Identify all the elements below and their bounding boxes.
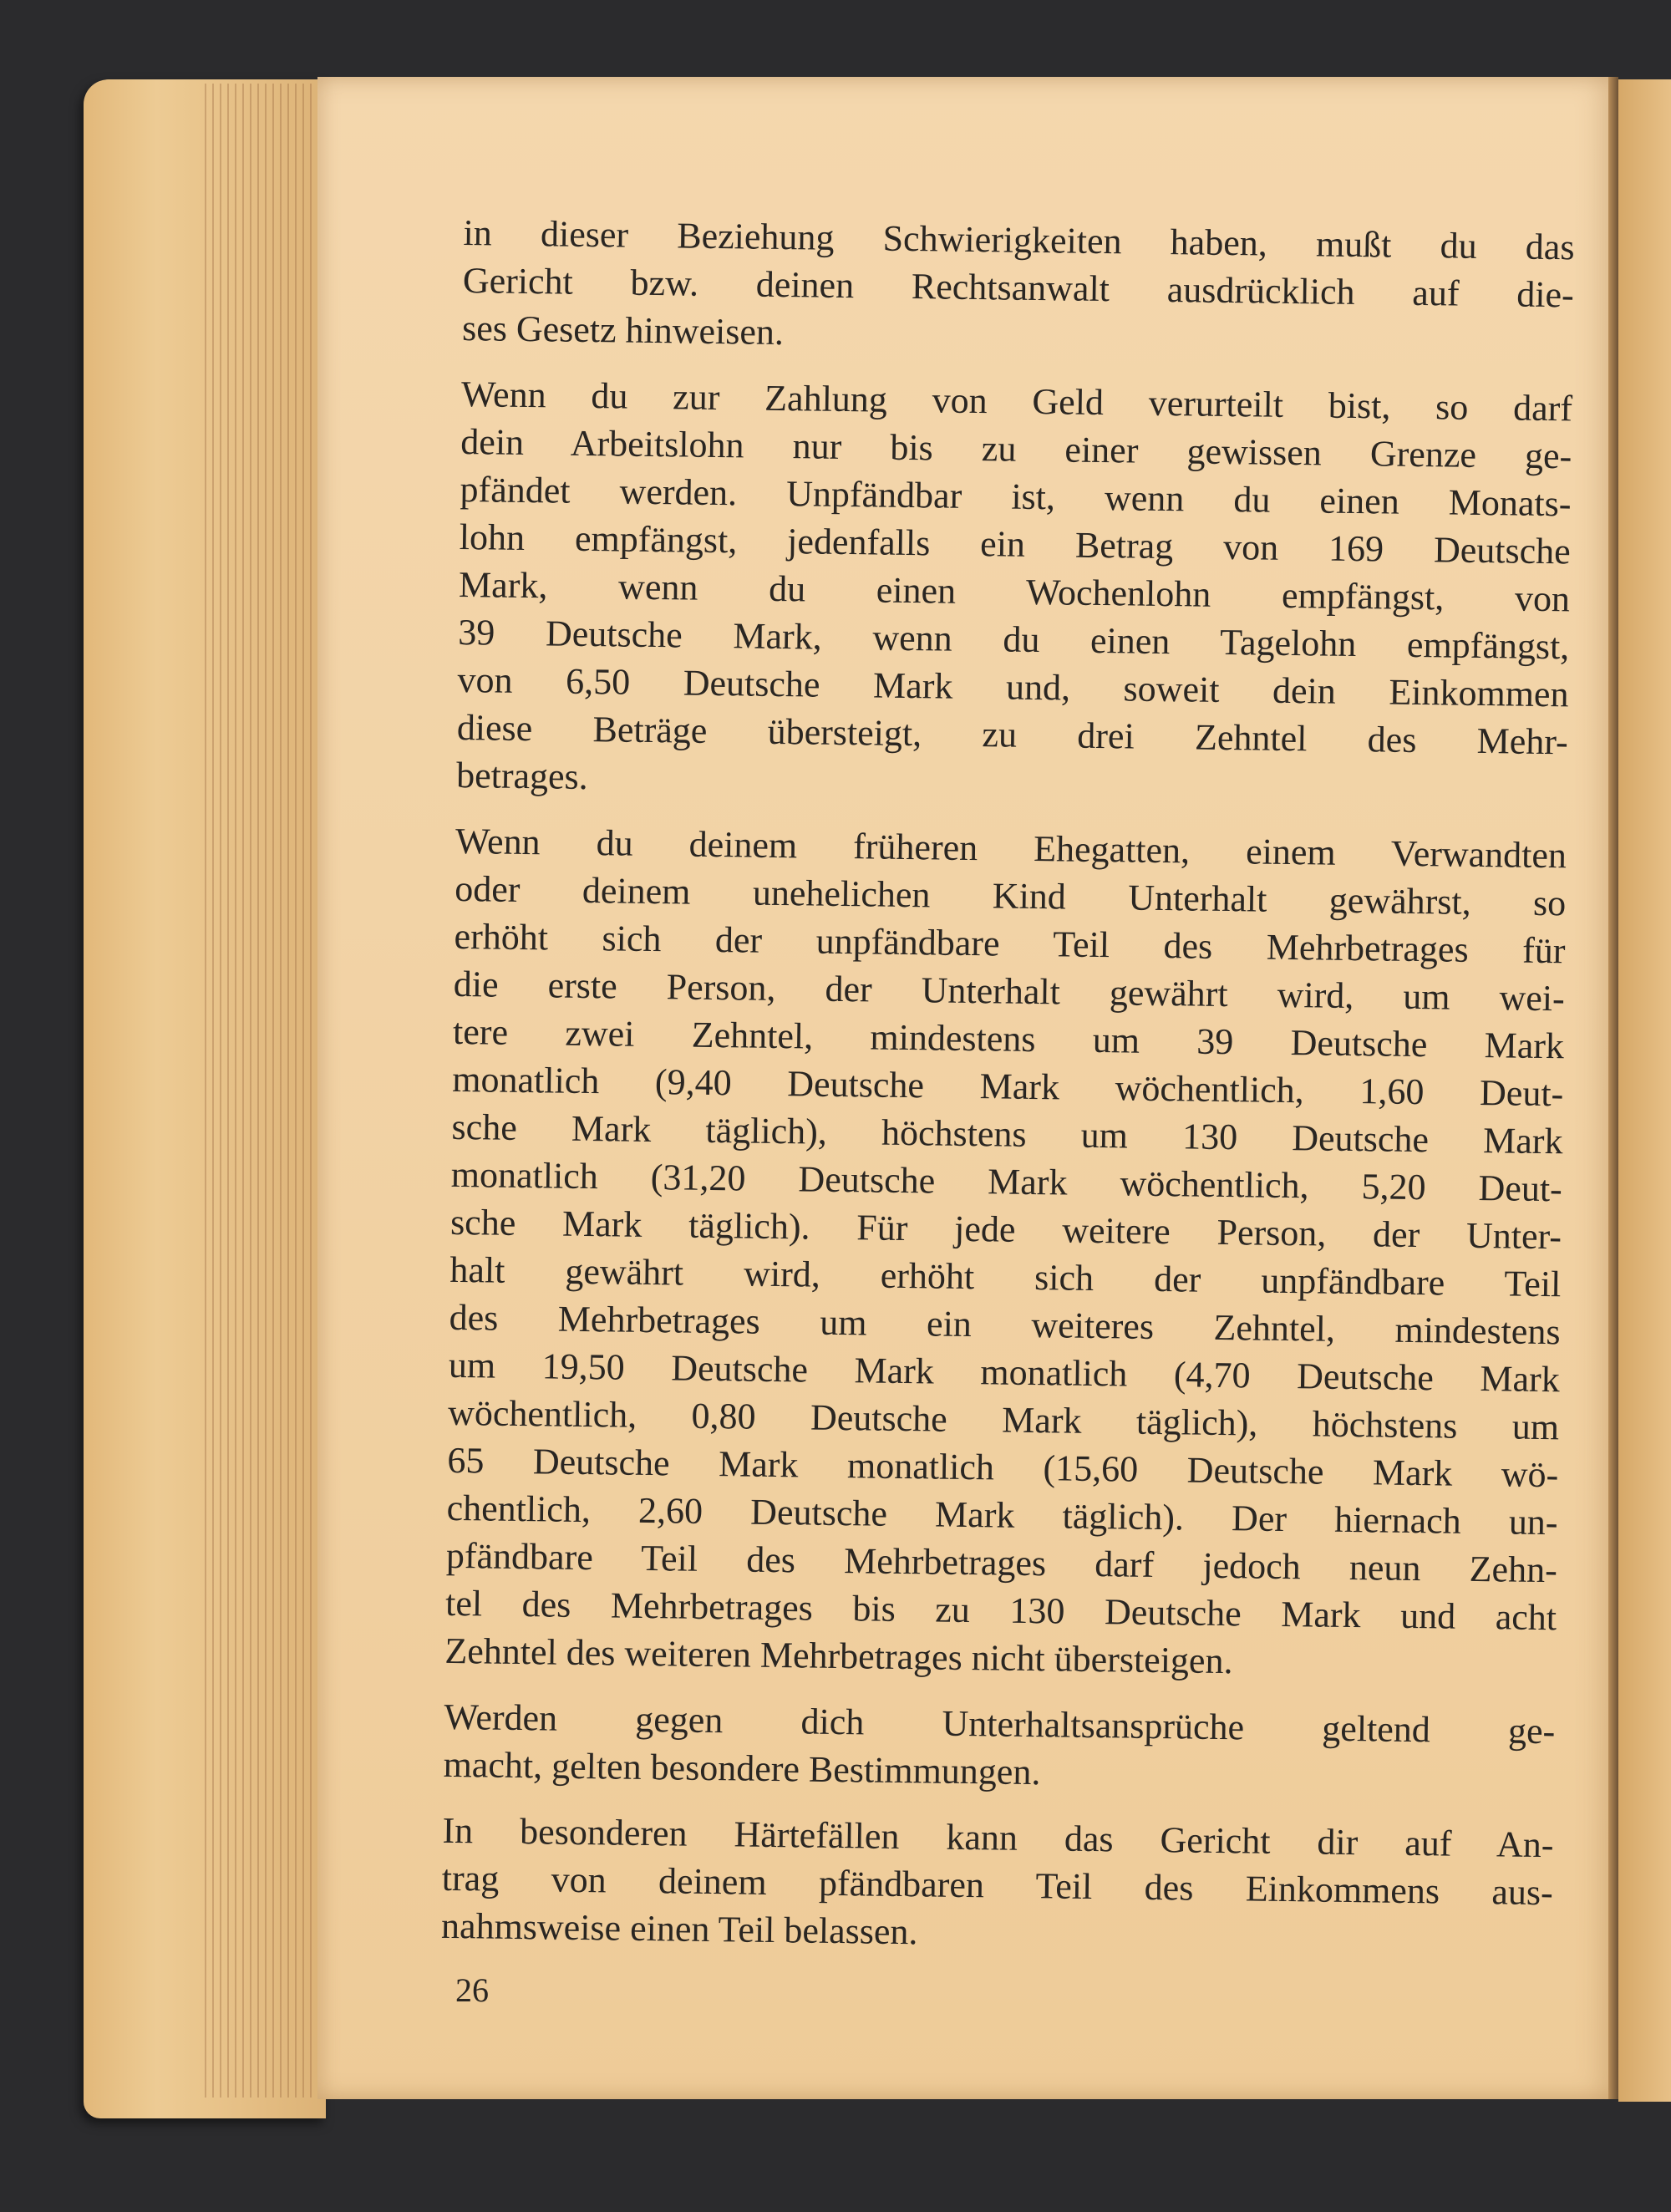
text-line: diese Beträge übersteigt, zu drei Zehntel des Mehr-: [456, 706, 1569, 763]
paragraph: [443, 1693, 1555, 1803]
text-line: Mark, wenn du einen Wochenlohn empfängst, von: [458, 563, 1571, 620]
text-line: Wenn du deinem früheren Ehegatten, einem Verwandten: [455, 820, 1567, 877]
text-line: Zehntel des weiteren Mehrbetrages nicht übersteigen.: [444, 1630, 1233, 1682]
text-line: Wenn du zur Zahlung von Geld verurteilt bist, so darf: [460, 373, 1573, 430]
text-line: lohn empfängst, jedenfalls ein Betrag von 169 Deutsche: [459, 516, 1572, 572]
text-line: trag von deinem pfändbaren Teil des Einkommens aus-: [441, 1857, 1554, 1914]
text-line: betrages.: [455, 754, 589, 798]
text-line: des Mehrbetrages um ein weiteres Zehntel, mindestens: [449, 1296, 1561, 1353]
text-line: monatlich (9,40 Deutsche Mark wöchentlich, 1,60 Deut-: [452, 1058, 1564, 1115]
text-line: pfändet werden. Unpfändbar ist, wenn du einen Monats-: [460, 468, 1572, 525]
facing-page-edge: [1618, 79, 1671, 2102]
text-line: Gericht bzw. deinen Rechtsanwalt ausdrücklich auf die-: [462, 259, 1575, 316]
page-number: 26: [455, 1971, 489, 2009]
text-line: um 19,50 Deutsche Mark monatlich (4,70 Deutsche Mark: [448, 1344, 1561, 1401]
text-line: ses Gesetz hinweisen.: [461, 307, 785, 353]
text-line: pfändbare Teil des Mehrbetrages darf jedoch neun Zehn-: [445, 1534, 1558, 1591]
text-line: monatlich (31,20 Deutsche Mark wöchentlich, 5,20 Deut-: [450, 1153, 1563, 1210]
text-line: tel des Mehrbetrages bis zu 130 Deutsche Mark und acht: [444, 1582, 1557, 1639]
text-line: in dieser Beziehung Schwierigkeiten haben, mußt du das: [463, 211, 1575, 268]
text-line: sche Mark täglich). Für jede weitere Person, der Unter-: [449, 1201, 1562, 1258]
page-stack-lines: [205, 84, 322, 2098]
text-line: 65 Deutsche Mark monatlich (15,60 Deutsche Mark wö-: [447, 1439, 1559, 1496]
text-line: Werden gegen dich Unterhaltsansprüche geltend ge-: [444, 1696, 1556, 1752]
text-line: In besonderen Härtefällen kann das Gericht dir auf An-: [442, 1809, 1554, 1866]
text-line: macht, gelten besondere Bestimmungen.: [443, 1743, 1041, 1793]
text-line: erhöht sich der unpfändbare Teil des Mehrbetrages für: [454, 915, 1566, 972]
text-line: 39 Deutsche Mark, wenn du einen Tagelohn empfängst,: [458, 611, 1570, 668]
text-line: oder deinem unehelichen Kind Unterhalt gewährst, so: [455, 867, 1567, 924]
page-text: [440, 209, 1574, 1982]
text-line: tere zwei Zehntel, mindestens um 39 Deutsche Mark: [452, 1010, 1565, 1067]
book-gutter: [1608, 77, 1618, 2099]
text-line: die erste Person, der Unterhalt gewährt wird, um wei-: [453, 963, 1566, 1020]
text-line: halt gewährt wird, erhöht sich der unpfändbare Teil: [449, 1248, 1562, 1305]
text-line: nahmsweise einen Teil belassen.: [440, 1904, 918, 1953]
paragraph: [456, 370, 1573, 813]
paragraph: [441, 1807, 1554, 1964]
paragraph: [444, 817, 1567, 1689]
text-line: sche Mark täglich), höchstens um 130 Deutsche Mark: [451, 1106, 1563, 1162]
text-line: wöchentlich, 0,80 Deutsche Mark täglich), höchstens um: [447, 1391, 1560, 1448]
text-line: chentlich, 2,60 Deutsche Mark täglich). Der hiernach un-: [446, 1487, 1558, 1543]
paragraph: [462, 209, 1575, 366]
text-line: von 6,50 Deutsche Mark und, soweit dein Einkommen: [457, 659, 1569, 715]
text-line: dein Arbeitslohn nur bis zu einer gewissen Grenze ge-: [460, 420, 1572, 477]
